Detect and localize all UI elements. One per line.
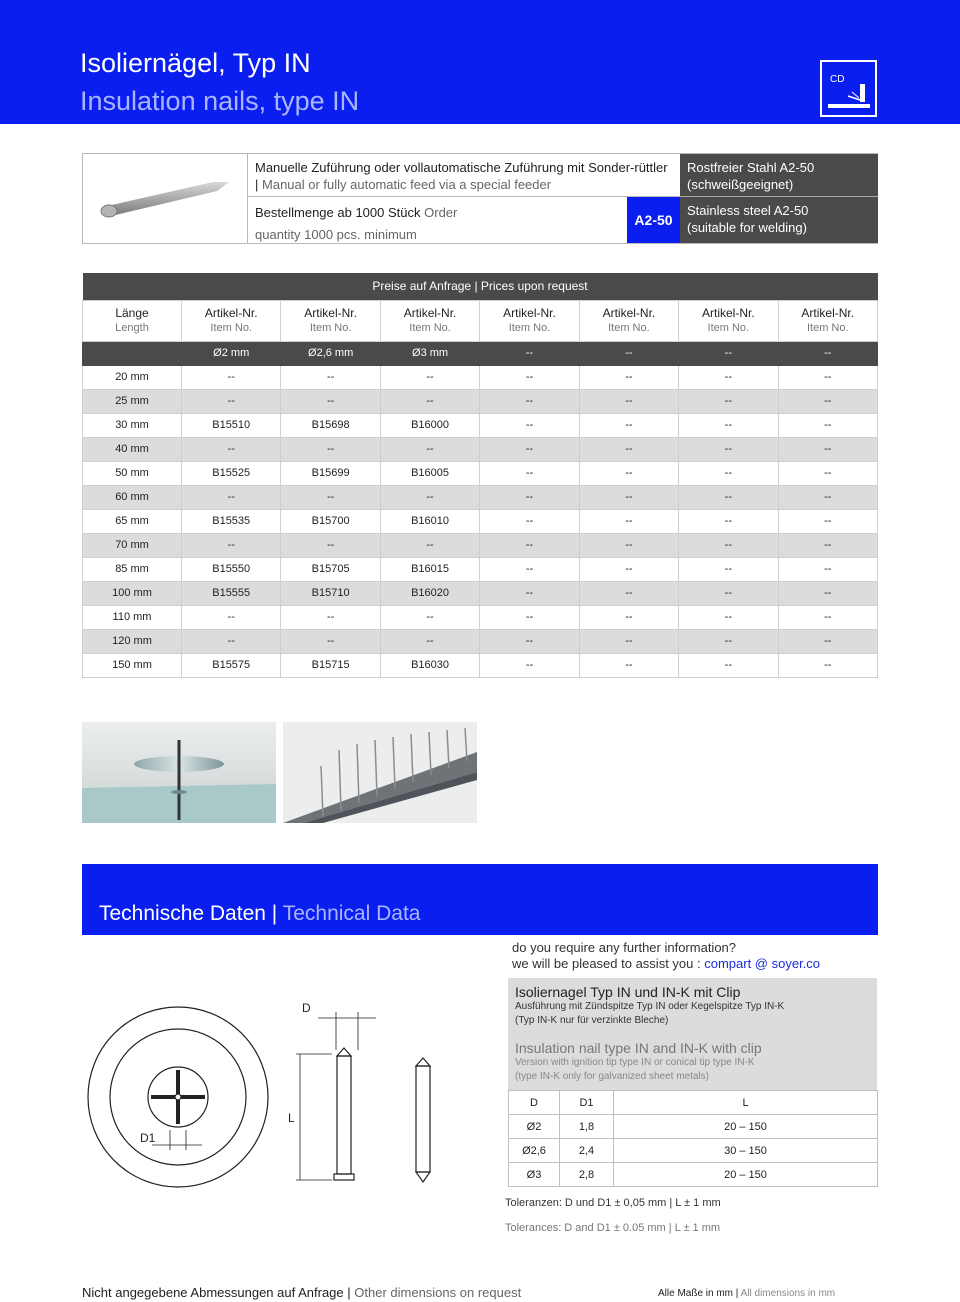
item-no-header — [480, 300, 579, 341]
item-no-cell: -- — [778, 365, 877, 389]
material-de-line1: Rostfreier Stahl A2-50 — [687, 160, 815, 175]
dimension-row — [509, 1115, 878, 1139]
item-no-cell: -- — [679, 533, 778, 557]
welding-gun-icon — [822, 62, 875, 115]
footer-units-en: All dimensions in mm — [740, 1288, 836, 1299]
item-no-cell: -- — [380, 485, 479, 509]
tech-title-sep: | — [271, 902, 278, 925]
table-row — [83, 437, 878, 461]
page-header — [0, 0, 960, 124]
contact-info — [512, 940, 820, 972]
item-no-cell: -- — [182, 365, 281, 389]
item-no-cell: -- — [679, 389, 778, 413]
item-no-cell: -- — [480, 533, 579, 557]
diameter-row — [83, 341, 878, 365]
item-no-cell: -- — [182, 437, 281, 461]
dim-cell-d1: 1,8 — [560, 1115, 614, 1139]
material-en-line2: (suitable for welding) — [687, 220, 807, 235]
table-row — [83, 365, 878, 389]
item-no-cell: -- — [182, 389, 281, 413]
item-no-cell: -- — [579, 557, 678, 581]
contact-email-link[interactable]: compart @ soyer.co — [704, 956, 821, 971]
diameter-cell: -- — [778, 341, 877, 365]
item-no-cell: B15510 — [182, 413, 281, 437]
technical-drawing — [82, 990, 502, 1200]
item-no-cell: B15700 — [281, 509, 380, 533]
item-no-cell: -- — [182, 605, 281, 629]
contact-line2: we will be pleased to assist you : — [512, 956, 701, 971]
item-no-cell: -- — [778, 653, 877, 677]
item-no-cell: -- — [579, 389, 678, 413]
material-en-line1: Stainless steel A2-50 — [687, 203, 809, 218]
length-cell: 110 mm — [83, 605, 182, 629]
item-no-cell: -- — [679, 581, 778, 605]
item-no-cell: B15715 — [281, 653, 380, 677]
item-no-cell: B15699 — [281, 461, 380, 485]
qty-text-de: Bestellmenge ab 1000 Stück — [255, 205, 421, 220]
table-row — [83, 413, 878, 437]
item-no-cell: -- — [480, 365, 579, 389]
length-cell: 100 mm — [83, 581, 182, 605]
length-cell: 30 mm — [83, 413, 182, 437]
item-no-header-de: Artikel-Nr. — [204, 305, 258, 320]
item-no-cell: -- — [380, 437, 479, 461]
length-cell: 70 mm — [83, 533, 182, 557]
item-no-cell: -- — [679, 365, 778, 389]
item-no-cell: -- — [679, 605, 778, 629]
item-no-cell: -- — [480, 653, 579, 677]
clip-sub-de-2: (Typ IN-K nur für verzinkte Bleche) — [515, 1015, 669, 1026]
length-cell: 150 mm — [83, 653, 182, 677]
item-no-cell: -- — [679, 653, 778, 677]
item-no-cell: B15575 — [182, 653, 281, 677]
item-no-cell: -- — [480, 629, 579, 653]
length-cell: 120 mm — [83, 629, 182, 653]
diameter-row-blank — [83, 341, 182, 365]
item-no-cell: -- — [579, 365, 678, 389]
diameter-cell: -- — [579, 341, 678, 365]
dim-cell-d: Ø3 — [509, 1163, 560, 1187]
dimension-header-row — [509, 1091, 878, 1115]
length-cell: 40 mm — [83, 437, 182, 461]
diameter-cell: Ø2,6 mm — [281, 341, 380, 365]
article-table — [82, 273, 878, 678]
item-no-header-de: Artikel-Nr. — [304, 305, 357, 320]
item-no-cell: -- — [778, 557, 877, 581]
item-no-cell: -- — [281, 365, 380, 389]
length-cell: 20 mm — [83, 365, 182, 389]
clip-description-box — [508, 978, 877, 1090]
item-no-cell: -- — [778, 485, 877, 509]
dim-header-d: D — [509, 1091, 560, 1115]
item-no-cell: B16010 — [380, 509, 479, 533]
item-no-cell: -- — [579, 605, 678, 629]
item-no-cell: -- — [679, 485, 778, 509]
material-badge: A2-50 — [627, 197, 680, 243]
table-row — [83, 653, 878, 677]
item-no-cell: -- — [281, 389, 380, 413]
length-cell: 25 mm — [83, 389, 182, 413]
nail-strip-photo — [283, 722, 477, 823]
table-row — [83, 557, 878, 581]
item-no-header-en: Item No. — [508, 321, 551, 334]
item-no-header-de: Artikel-Nr. — [701, 305, 755, 320]
table-caption-row — [83, 273, 878, 300]
length-header-en: Length — [115, 321, 149, 334]
clip-sub-de-1: Ausführung mit Zündspitze Typ IN oder Kegelspitze Typ IN-K — [515, 1001, 785, 1012]
item-no-header — [182, 300, 281, 341]
item-no-cell: B15535 — [182, 509, 281, 533]
clip-title-de: Isoliernagel Typ IN und IN-K mit Clip — [515, 984, 741, 1000]
item-no-header-en: Item No. — [608, 321, 650, 334]
item-no-header-de: Artikel-Nr. — [801, 305, 855, 320]
item-no-cell: -- — [679, 509, 778, 533]
page-title-de: Isoliernägel, Typ IN — [80, 48, 311, 78]
dim-cell-l: 20 – 150 — [614, 1115, 878, 1139]
item-no-cell: B16015 — [380, 557, 479, 581]
item-no-cell: B15550 — [182, 557, 281, 581]
item-no-cell: -- — [380, 605, 479, 629]
feed-text-en: Manual or fully automatic feed via a special feeder — [262, 177, 552, 192]
diameter-cell: -- — [480, 341, 579, 365]
dim-cell-d: Ø2 — [509, 1115, 560, 1139]
drawing-label-l: L — [288, 1111, 295, 1125]
nail-image — [83, 154, 248, 243]
dim-header-l: L — [614, 1091, 878, 1115]
item-no-cell: -- — [480, 581, 579, 605]
item-no-cell: B16020 — [380, 581, 479, 605]
item-no-cell: -- — [281, 437, 380, 461]
footer-note — [82, 1285, 521, 1300]
table-row — [83, 485, 878, 509]
tech-title-en: Technical Data — [282, 902, 421, 925]
length-cell: 60 mm — [83, 485, 182, 509]
item-no-cell: -- — [778, 605, 877, 629]
footer-note-en: Other dimensions on request — [354, 1285, 522, 1300]
item-no-cell: -- — [679, 629, 778, 653]
table-header-row — [83, 300, 878, 341]
cd-welding-icon — [820, 60, 877, 117]
item-no-header — [778, 300, 877, 341]
item-no-cell: -- — [579, 485, 678, 509]
length-cell: 65 mm — [83, 509, 182, 533]
item-no-cell: -- — [480, 413, 579, 437]
table-row — [83, 581, 878, 605]
item-no-header — [281, 300, 380, 341]
length-header-de: Länge — [115, 305, 149, 320]
item-no-header-de: Artikel-Nr. — [602, 305, 656, 320]
item-no-cell: -- — [281, 485, 380, 509]
item-no-cell: B16000 — [380, 413, 479, 437]
dimension-table — [508, 1090, 878, 1187]
clip-sub-en-1: Version with ignition tip type IN or conical tip type IN-K — [515, 1057, 755, 1068]
item-no-cell: -- — [182, 533, 281, 557]
item-no-header-en: Item No. — [309, 321, 352, 334]
item-no-cell: -- — [679, 461, 778, 485]
footer-units-de: Alle Maße in mm | — [658, 1288, 739, 1299]
item-no-cell: -- — [579, 653, 678, 677]
diameter-cell: Ø3 mm — [380, 341, 479, 365]
diameter-cell: -- — [679, 341, 778, 365]
item-no-cell: -- — [778, 629, 877, 653]
table-row — [83, 629, 878, 653]
item-no-cell: -- — [480, 461, 579, 485]
item-no-cell: -- — [579, 509, 678, 533]
dim-cell-d1: 2,4 — [560, 1139, 614, 1163]
order-quantity — [248, 197, 627, 243]
item-no-cell: -- — [380, 365, 479, 389]
item-no-header-en: Item No. — [409, 321, 451, 334]
item-no-cell: -- — [480, 557, 579, 581]
item-no-cell: -- — [281, 533, 380, 557]
dimension-row — [509, 1139, 878, 1163]
clip-nail-photo-image — [82, 722, 276, 823]
qty-text-en-2: quantity 1000 pcs. minimum — [255, 227, 417, 242]
tolerances-en: Tolerances: D and D1 ± 0.05 mm | L ± 1 mm — [505, 1222, 721, 1234]
item-no-cell: B16005 — [380, 461, 479, 485]
item-no-cell: B15555 — [182, 581, 281, 605]
table-row — [83, 533, 878, 557]
cd-badge-label: CD — [830, 74, 845, 85]
item-no-cell: B15525 — [182, 461, 281, 485]
material-en — [680, 197, 878, 243]
nail-illustration — [83, 154, 248, 243]
item-no-cell: -- — [579, 581, 678, 605]
page-title-en: Insulation nails, type IN — [80, 86, 360, 116]
length-cell: 50 mm — [83, 461, 182, 485]
item-no-cell: -- — [380, 389, 479, 413]
drawing-label-d: D — [302, 1001, 311, 1015]
item-no-cell: -- — [281, 629, 380, 653]
clip-sub-en-2: (type IN-K only for galvanized sheet metals) — [515, 1071, 709, 1082]
technical-data-title — [99, 902, 420, 926]
item-no-header — [380, 300, 479, 341]
qty-text-en-1: Order — [424, 205, 458, 220]
item-no-cell: B15710 — [281, 581, 380, 605]
item-no-cell: -- — [480, 437, 579, 461]
item-no-cell: -- — [579, 437, 678, 461]
item-no-cell: -- — [480, 389, 579, 413]
material-de-line2: (schweißgeeignet) — [687, 177, 794, 192]
table-row — [83, 461, 878, 485]
item-no-header — [579, 300, 678, 341]
item-no-cell: B15698 — [281, 413, 380, 437]
tech-title-de: Technische Daten — [99, 902, 266, 925]
feed-description — [248, 154, 680, 197]
item-no-header-en: Item No. — [707, 321, 750, 334]
item-no-cell: -- — [480, 509, 579, 533]
item-no-cell: -- — [778, 437, 877, 461]
feed-text-de: Manuelle Zuführung oder vollautomatische Zuführung mit Sonder-rüttler | — [255, 160, 668, 192]
item-no-cell: -- — [579, 413, 678, 437]
item-no-cell: -- — [281, 605, 380, 629]
table-row — [83, 509, 878, 533]
item-no-cell: -- — [579, 461, 678, 485]
item-no-cell: -- — [182, 485, 281, 509]
item-no-header — [679, 300, 778, 341]
item-no-cell: -- — [579, 533, 678, 557]
drawing-label-d1: D1 — [140, 1131, 156, 1145]
nail-strip-photo-image — [283, 722, 477, 823]
item-no-cell: -- — [480, 485, 579, 509]
technical-data-band — [82, 864, 878, 935]
item-no-cell: -- — [778, 509, 877, 533]
item-no-cell: -- — [380, 629, 479, 653]
item-no-cell: -- — [480, 605, 579, 629]
item-no-header-en: Item No. — [806, 321, 849, 334]
table-caption: Preise auf Anfrage | Prices upon request — [83, 273, 878, 300]
contact-line1: do you require any further information? — [512, 940, 737, 955]
tolerances-de: Toleranzen: D und D1 ± 0,05 mm | L ± 1 mm — [505, 1197, 721, 1209]
item-no-cell: -- — [679, 437, 778, 461]
item-no-cell: -- — [679, 413, 778, 437]
item-no-cell: -- — [679, 557, 778, 581]
item-no-cell: -- — [778, 533, 877, 557]
item-no-cell: B16030 — [380, 653, 479, 677]
item-no-cell: -- — [778, 581, 877, 605]
item-no-cell: -- — [380, 533, 479, 557]
item-no-header-de: Artikel-Nr. — [503, 305, 556, 320]
item-no-cell: -- — [579, 629, 678, 653]
item-no-header-de: Artikel-Nr. — [403, 305, 457, 320]
footer-note-de: Nicht angegebene Abmessungen auf Anfrage | — [82, 1285, 351, 1300]
dim-cell-l: 20 – 150 — [614, 1163, 878, 1187]
dim-header-d1: D1 — [560, 1091, 614, 1115]
item-no-header-en: Item No. — [210, 321, 252, 334]
clip-title-en: Insulation nail type IN and IN-K with clip — [515, 1040, 762, 1056]
length-header — [83, 300, 182, 341]
dimension-row — [509, 1163, 878, 1187]
table-row — [83, 389, 878, 413]
item-no-cell: -- — [182, 629, 281, 653]
dim-cell-d1: 2,8 — [560, 1163, 614, 1187]
dim-cell-l: 30 – 150 — [614, 1139, 878, 1163]
item-no-cell: -- — [778, 413, 877, 437]
diameter-cell: Ø2 mm — [182, 341, 281, 365]
length-cell: 85 mm — [83, 557, 182, 581]
material-de — [680, 154, 878, 197]
item-no-cell: -- — [778, 461, 877, 485]
footer-units — [658, 1288, 835, 1299]
clip-nail-photo — [82, 722, 276, 823]
dim-cell-d: Ø2,6 — [509, 1139, 560, 1163]
product-info-box — [82, 153, 878, 244]
table-row — [83, 605, 878, 629]
item-no-cell: -- — [778, 389, 877, 413]
item-no-cell: B15705 — [281, 557, 380, 581]
